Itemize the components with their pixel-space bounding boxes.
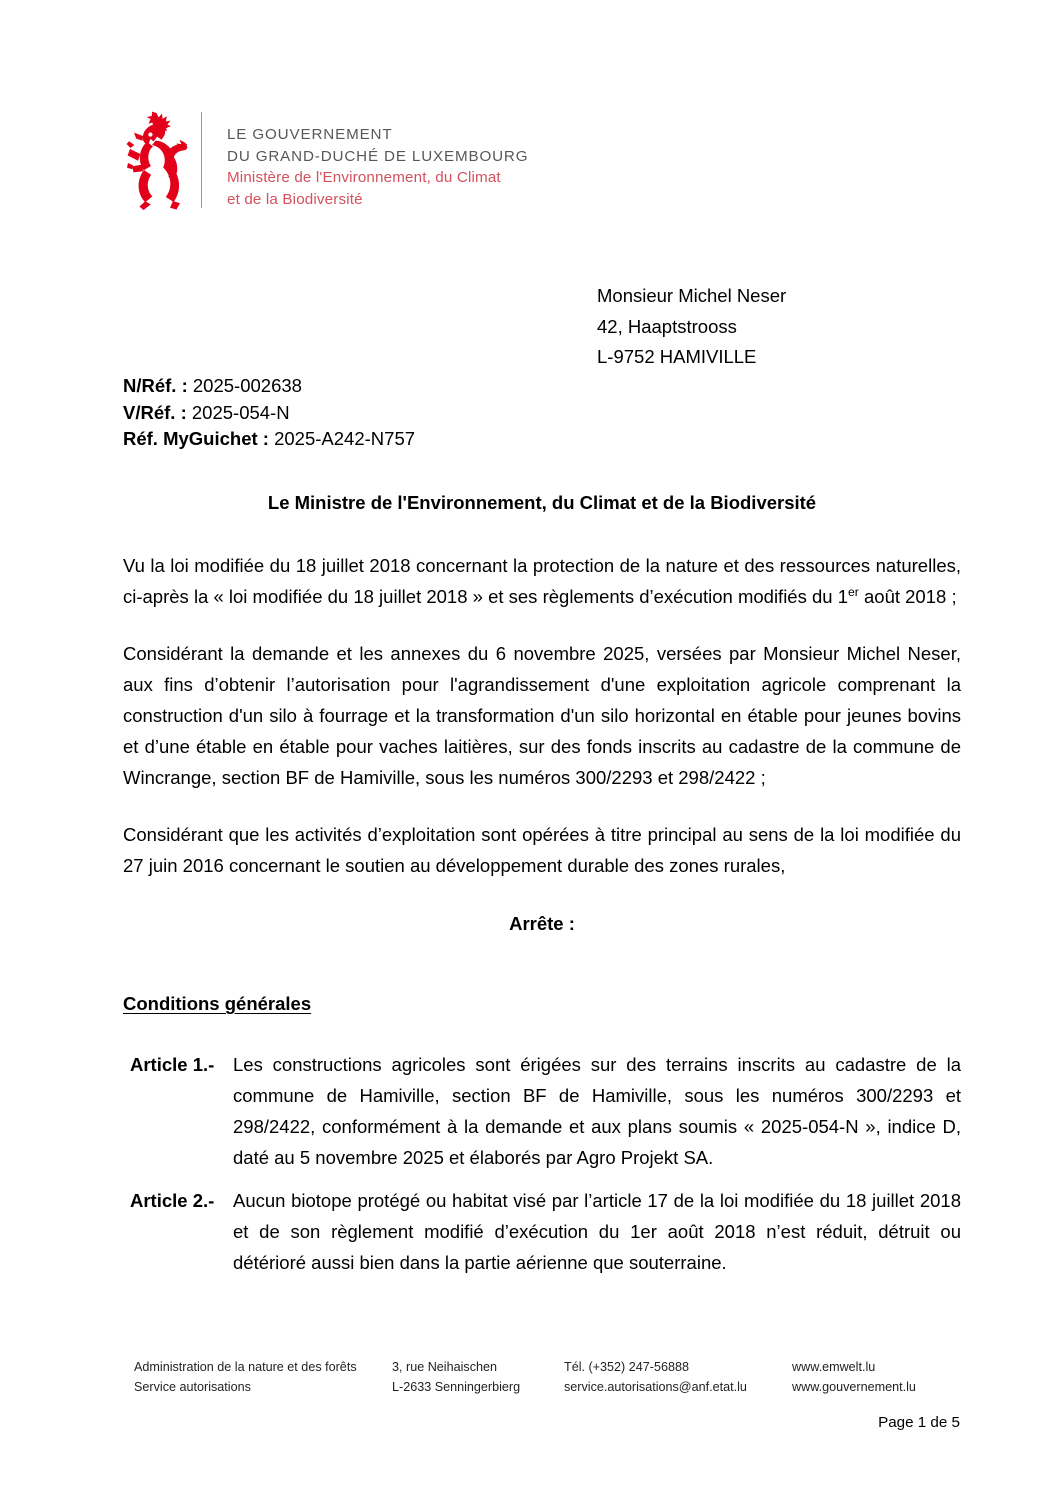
article-label: Article 1.-	[130, 1054, 215, 1075]
article-label: Article 2.-	[130, 1190, 215, 1211]
paragraph-vu-text-1: Vu la loi modifiée du 18 juillet 2018 concernant la protection de la nature et des ressources naturelles, ci-après la « loi modifiée du 18 juillet 2018 » et ses règlements d’exécution modifiés du 1	[123, 555, 961, 607]
paragraph-considerant-2: Considérant que les activités d’exploitation sont opérées à titre principal au sens de la loi modifiée du 27 juin 2016 concernant le soutien au développement durable des zones rurales,	[123, 824, 961, 876]
footer-department-line-2: Service autorisations	[134, 1380, 251, 1394]
footer-department-line-1: Administration de la nature et des forêts	[134, 1360, 357, 1374]
footer-address-line-2: L-2633 Senningerbierg	[392, 1380, 521, 1394]
reference-block	[123, 373, 415, 453]
myguichet-reference	[123, 426, 415, 453]
paragraph-vu-superscript: er	[848, 584, 859, 599]
paragraph-considerant-1: Considérant la demande et les annexes du 6 novembre 2025, versées par Monsieur Michel Neser, aux fins d’obtenir l’autorisation pour l'agrandissement d'une exploitation agricole comprenant la construction d'un silo à fourrage et la transformation d'un silo horizontal en étable pour jeunes bovins et d’une étable en étable pour vaches laitières, sur des fonds inscrits au cadastre de la commune de Wincrange, section BF de Hamiville, sous les numéros 300/2293 et 298/2422 ;	[123, 643, 961, 788]
address-line-city: L-9752 HAMIVILLE	[597, 346, 757, 367]
article-text: Les constructions agricoles sont érigées sur des terrains inscrits au cadastre de la commune de Hamiville, section BF de Hamiville, sous les numéros 300/2293 et 298/2422, conformément à la demande et aux plans soumis « 2025-054-N », indice D, daté au 5 novembre 2025 et élaborés par Agro Projekt SA.	[233, 1054, 961, 1168]
paragraph-vu	[123, 550, 961, 612]
footer-column-websites	[792, 1357, 916, 1397]
address-line-street: 42, Haaptstrooss	[597, 315, 737, 337]
article-item	[123, 1185, 961, 1278]
footer-phone: Tél. (+352) 247-56888	[564, 1360, 689, 1374]
our-reference-label: N/Réf. :	[123, 375, 188, 396]
arrete-heading: Arrête :	[509, 913, 575, 934]
myguichet-reference-value: 2025-A242-N757	[268, 428, 416, 449]
your-reference	[123, 400, 415, 427]
address-line-name: Monsieur Michel Neser	[597, 285, 787, 306]
letterhead	[126, 108, 528, 212]
document-title: Le Ministre de l'Environnement, du Climat et de la Biodiversité	[267, 492, 817, 513]
recipient-address	[597, 281, 786, 373]
footer-website-emwelt[interactable]: www.emwelt.lu	[792, 1360, 876, 1374]
your-reference-label: V/Réf. :	[123, 401, 187, 423]
government-line-1: LE GOUVERNEMENT	[227, 126, 393, 143]
ministry-line-1: Ministère de l'Environnement, du Climat	[227, 169, 501, 186]
articles-list	[123, 1049, 961, 1278]
ministry-line-2: et de la Biodiversité	[227, 190, 363, 208]
footer-email[interactable]: service.autorisations@anf.etat.lu	[564, 1380, 747, 1394]
article-item	[123, 1049, 961, 1173]
letterhead-divider	[201, 112, 202, 208]
document-body	[123, 490, 961, 1278]
government-line-2: DU GRAND-DUCHÉ DE LUXEMBOURG	[227, 147, 529, 165]
footer-address-line-1: 3, rue Neihaischen	[392, 1360, 498, 1374]
footer-column-contact	[564, 1357, 792, 1397]
footer-column-address	[392, 1357, 564, 1397]
your-reference-value: 2025-054-N	[186, 401, 290, 423]
footer-column-department	[134, 1357, 392, 1397]
section-heading-conditions-generales: Conditions générales	[123, 993, 312, 1014]
page-footer	[134, 1357, 954, 1397]
footer-website-gouvernement[interactable]: www.gouvernement.lu	[792, 1380, 916, 1394]
myguichet-reference-label: Réf. MyGuichet :	[123, 428, 269, 449]
page-number: Page 1 de 5	[878, 1414, 960, 1431]
article-text: Aucun biotope protégé ou habitat visé par l’article 17 de la loi modifiée du 18 juillet 2018 et de son règlement modifié d’exécution du 1er août 2018 n’est réduit, détruit ou détérioré aussi bien dans la partie aérienne que souterraine.	[233, 1190, 961, 1273]
letterhead-text	[227, 108, 528, 210]
our-reference	[123, 373, 415, 400]
paragraph-vu-text-2: août 2018 ;	[858, 586, 957, 607]
our-reference-value: 2025-002638	[187, 375, 302, 396]
luxembourg-lion-rampant-icon	[126, 108, 188, 212]
